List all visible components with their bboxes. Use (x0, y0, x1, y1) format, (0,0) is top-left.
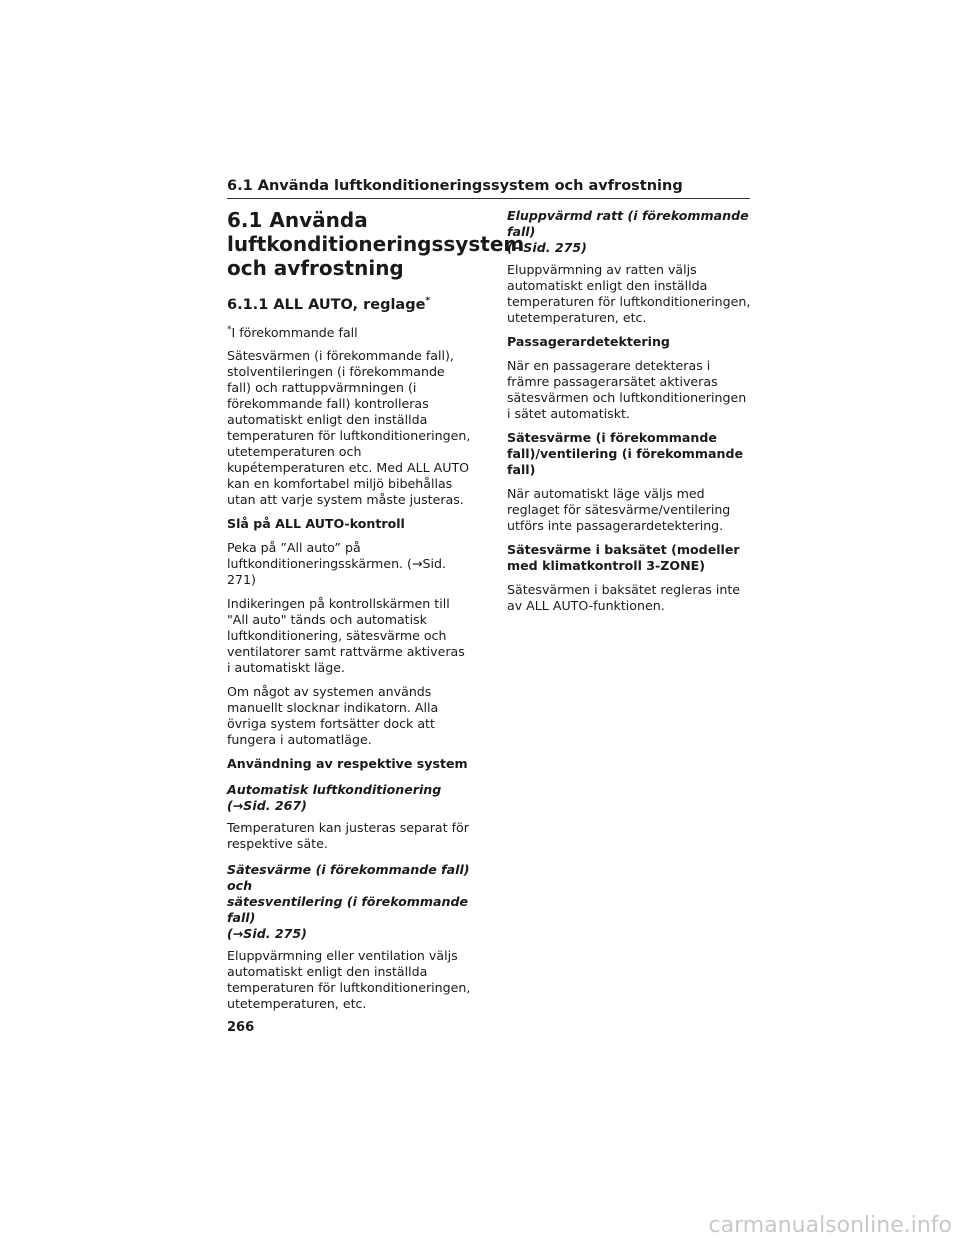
paragraph: Temperaturen kan justeras separat för respektive säte. (227, 820, 469, 852)
page-link[interactable]: (→Sid. 275) (507, 240, 587, 255)
paragraph: Eluppvärmning av ratten väljs automatiskt enligt den inställda temperaturen för luftkonditioneringen, utetemperaturen, etc. (507, 262, 751, 325)
paragraph: Om något av systemen används manuellt slocknar indikatorn. Alla övriga system fortsätter dock att fungera i automatläge. (227, 684, 439, 748)
running-header: 6.1 Använda luftkonditioneringssystem och avfrostning (227, 178, 750, 199)
paragraph: Eluppvärmning eller ventilation väljs automatiskt enligt den inställda temperaturen för luftkonditioneringen, utetemperaturen, etc. (227, 948, 471, 1012)
paragraph: När en passagerare detekteras i främre passagerarsätet aktiveras sätesvärmen och luftkonditioneringen i sätet automatiskt. (507, 358, 747, 421)
section-title: 6.1 Använda luftkonditioneringssystem och avfrostning (227, 208, 525, 280)
right-column (507, 208, 752, 622)
heading-use: Användning av respektive system (227, 756, 468, 772)
left-column (227, 208, 525, 1020)
paragraph: Indikeringen på kontrollskärmen till "All auto" tänds och automatisk luftkonditionering, sätesvärme och ventilatorer samt rattvärme aktiveras i automatiskt läge. (227, 596, 465, 676)
subsection-title: 6.1.1 ALL AUTO, reglage* (227, 296, 431, 313)
paragraph: Sätesvärmen (i förekommande fall), stolventileringen (i förekommande fall) och rattuppvärmningen (i förekommande fall) kontrolleras automatiskt enligt den inställda temperaturen för luftkonditioneringen, utetemperaturen och kupétemperaturen etc. Med ALL AUTO kan en komfortabel miljö bibehållas utan att varje system måste justeras. (227, 348, 471, 508)
paragraph: När automatiskt läge väljs med reglaget för sätesvärme/ventilering utförs inte passagerardetektering. (507, 486, 731, 533)
heading-on: Slå på ALL AUTO-kontroll (227, 516, 405, 532)
italic-heading: Eluppvärmd ratt (i förekommande fall) (→Sid. 275) (507, 208, 749, 255)
paragraph: Sätesvärmen i baksätet regleras inte av ALL AUTO-funktionen. (507, 582, 741, 613)
heading-seat-heating: Sätesvärme (i förekommande fall)/ventilering (i förekommande fall) (507, 430, 744, 477)
italic-heading: Automatisk luftkonditionering (→Sid. 267) (227, 782, 442, 814)
paragraph: Peka på ”All auto” på luftkonditioneringsskärmen. (→Sid. 271) (227, 540, 447, 588)
watermark: carmanualsonline.info (708, 1213, 952, 1238)
italic-heading: Sätesvärme (i förekommande fall) och sätesventilering (i förekommande fall) (→Sid. 275) (227, 862, 470, 942)
heading-passenger: Passagerardetektering (507, 334, 670, 349)
heading-rear-seat: Sätesvärme i baksätet (modeller med klimatkontroll 3-ZONE) (507, 542, 740, 573)
footnote: *I förekommande fall (227, 324, 358, 341)
page-number: 266 (227, 1020, 255, 1035)
page-link[interactable]: (→Sid. 267) (227, 798, 307, 814)
page-link[interactable]: (→Sid. 275) (227, 926, 307, 942)
